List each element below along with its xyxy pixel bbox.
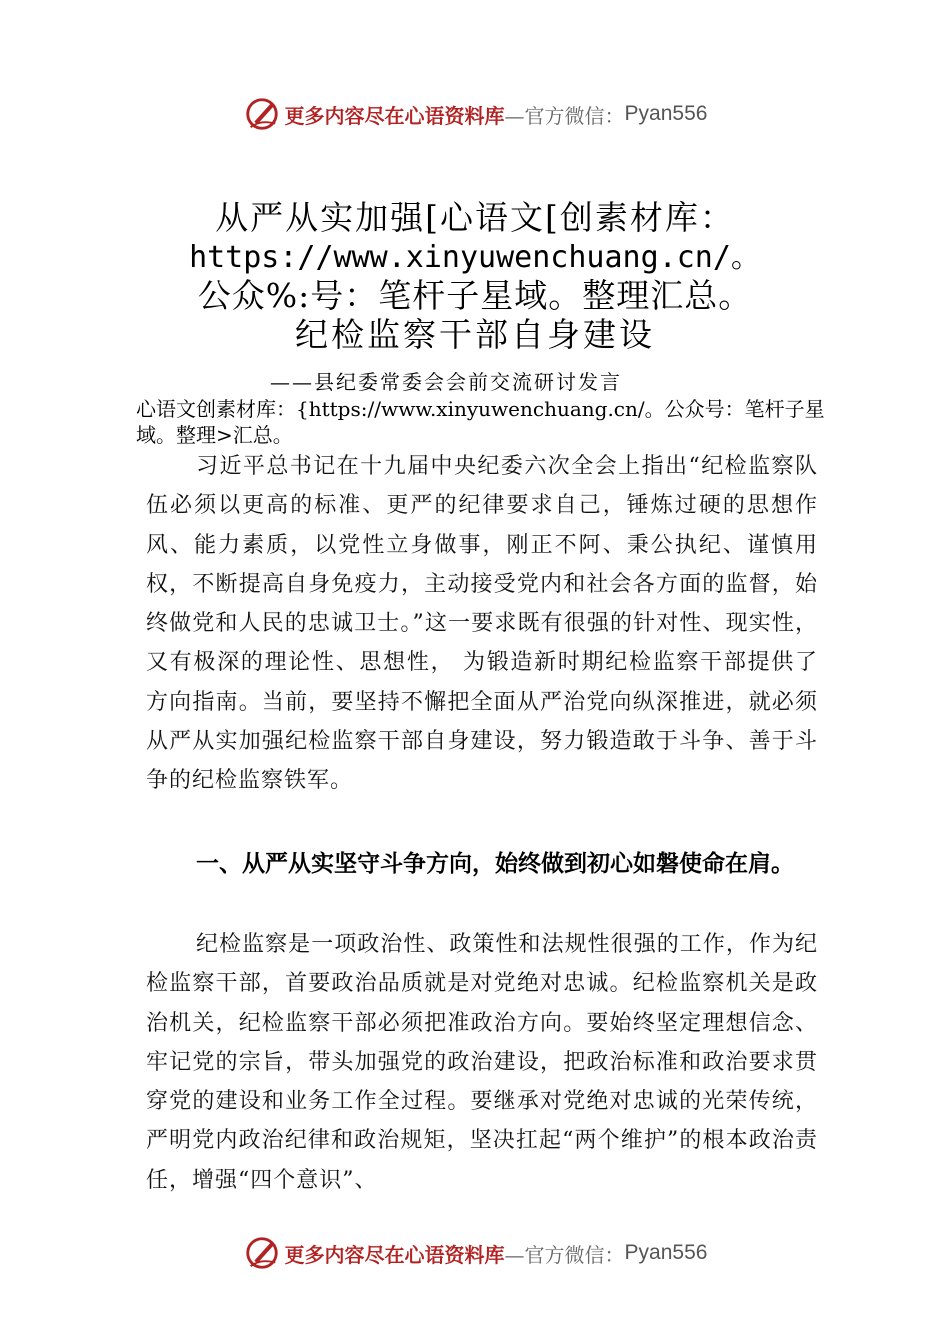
- source-note: 心语文创素材库：{https://www.xinyuwenchuang.cn/。公众号：笔杆子星域。整理>汇总。: [136, 397, 825, 447]
- title-line-3: 公众%:号：笔杆子星域。整理汇总。: [197, 276, 753, 315]
- paragraph-1: 习近平总书记在十九届中央纪委六次全会上指出“纪检监察队伍必须以更高的标准、更严的纪律要求自己，锤炼过硬的思想作风、能力素质，以党性立身做事，刚正不阿、秉公执纪、谨慎用权，不断提高自身免疫力，主动接受党内和社会各方面的监督，始终做党和人民的忠诚卫士。”这一要求既有很强的针对性、现实性，又有极深的理论性、思想性， 为锻造新时期纪检监察干部提供了方向指南。当前，要坚持不懈把全面从严治党向纵深推进，就必须从严从实加强纪检监察干部自身建设，努力锻造敢于斗争、善于斗争的纪检监察铁军。: [146, 454, 818, 794]
- banner-brand-text: 更多内容尽在心语资料库: [284, 1242, 505, 1267]
- pen-logo-icon: [243, 95, 281, 133]
- section-1-heading: 一、从严从实坚守斗争方向，始终做到初心如磐使命在肩。: [196, 851, 794, 877]
- banner-wechat-label: —官方微信：: [504, 1242, 625, 1267]
- banner-wechat-label: —官方微信：: [504, 103, 625, 128]
- title-line-1: 从严从实加强[心语文[创素材库：: [215, 198, 735, 237]
- title-line-2: https://www.xinyuwenchuang.cn/。: [189, 240, 761, 275]
- paragraph-2: 纪检监察是一项政治性、政策性和法规性很强的工作，作为纪检监察干部，首要政治品质就是对党绝对忠诚。纪检监察机关是政治机关，纪检监察干部必须把准政治方向。要始终坚定理想信念、牢记党的宗旨，带头加强党的政治建设，把政治标准和政治要求贯穿党的建设和业务工作全过程。要继承对党绝对忠诚的光荣传统，严明党内政治纪律和政治规矩，坚决扛起“两个维护”的根本政治责任，增强“四个意识”、: [146, 932, 818, 1193]
- banner-brand-text: 更多内容尽在心语资料库: [284, 103, 505, 128]
- banner-wechat-id: Pyan556: [624, 1241, 708, 1264]
- header-banner: [0, 94, 950, 134]
- subtitle: ——县纪委常委会会前交流研讨发言: [270, 370, 622, 394]
- footer-banner: [0, 1233, 950, 1273]
- title-line-4: 纪检监察干部自身建设: [295, 315, 655, 354]
- pen-logo-icon: [243, 1234, 281, 1272]
- banner-wechat-id: Pyan556: [624, 102, 708, 125]
